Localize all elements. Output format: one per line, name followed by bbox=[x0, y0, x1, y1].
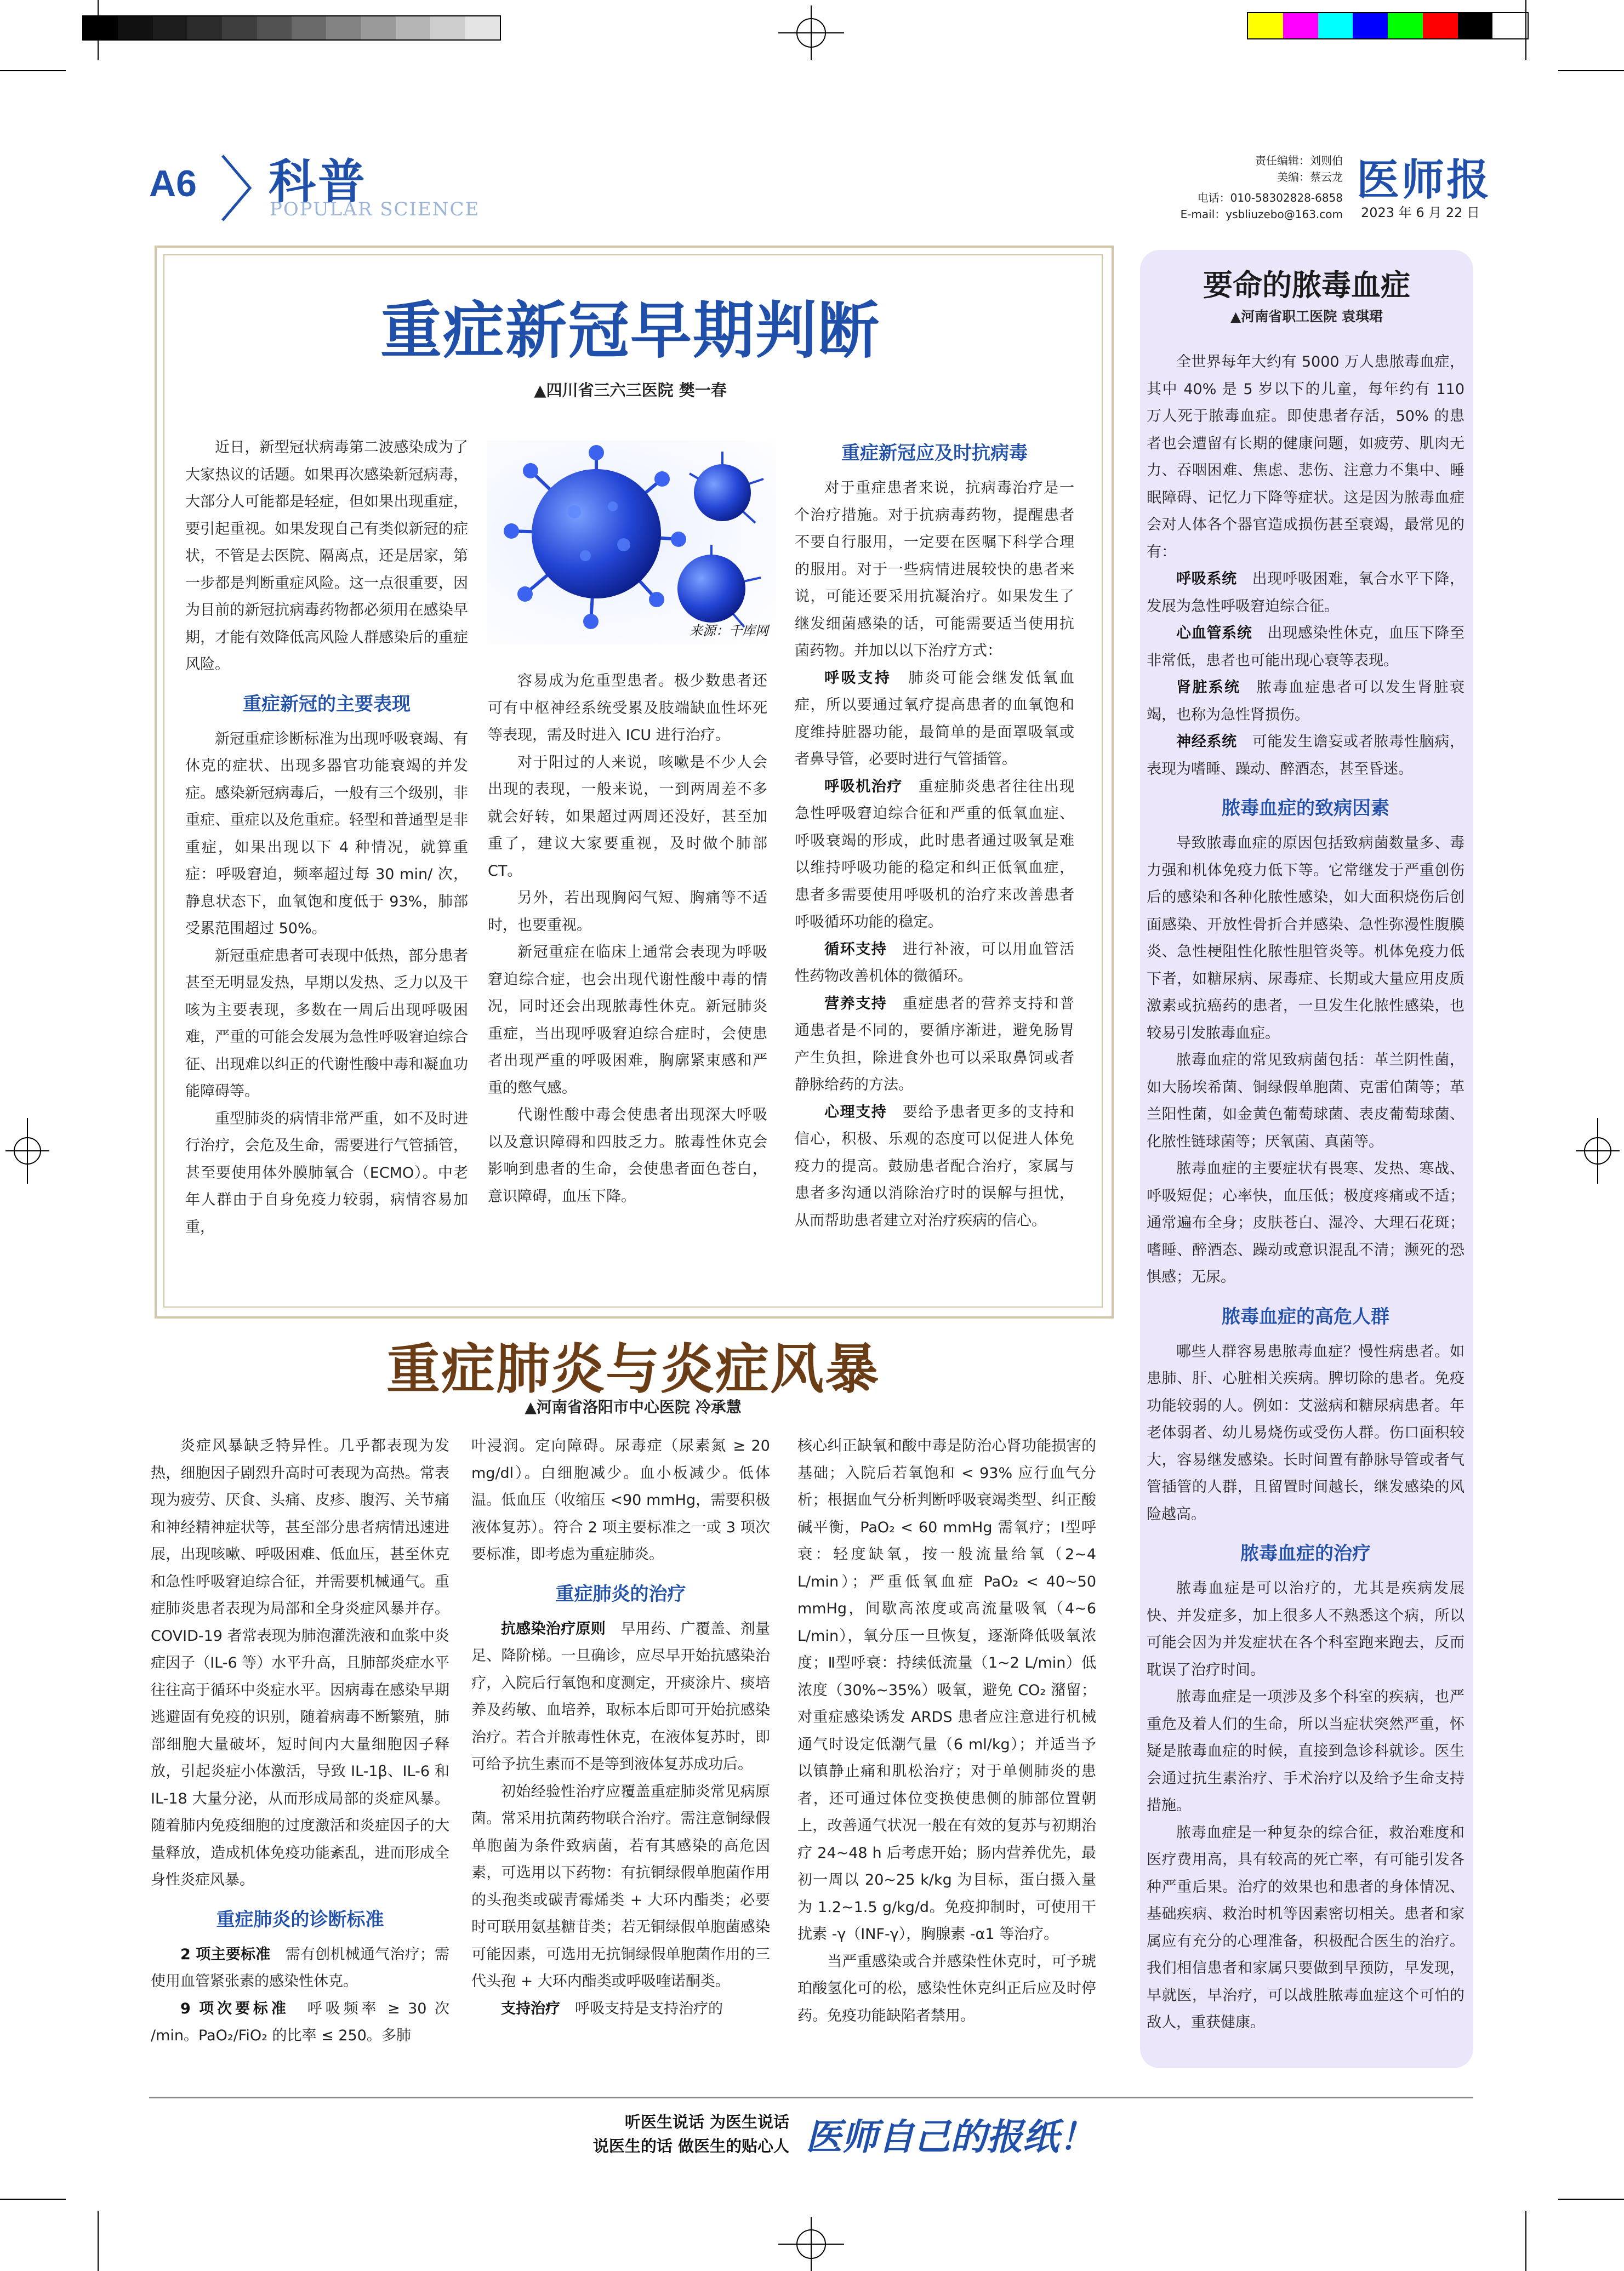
footer-rule bbox=[149, 2097, 1473, 2098]
crop-mark bbox=[98, 0, 99, 60]
keyword: 营养支持 bbox=[824, 995, 887, 1012]
sidebar-panel bbox=[1140, 250, 1473, 2068]
editor-name: 责任编辑：刘则伯 bbox=[1255, 154, 1343, 167]
keyword-paragraph bbox=[151, 1941, 449, 1995]
paragraph-text: 要给予患者更多的支持和信心，积极、乐观的态度可以促进人体免疫力的提高。鼓励患者配合治疗，家属与患者多沟通以消除治疗时的误解与担忧，从而帮助患者建立对治疗疾病的信心。 bbox=[795, 1103, 1075, 1229]
keyword-paragraph bbox=[1147, 620, 1465, 674]
keyword: 循环支持 bbox=[824, 940, 887, 958]
keyword-paragraph bbox=[471, 1995, 770, 2023]
article1-col2 bbox=[488, 667, 767, 1210]
keyword: 呼吸系统 bbox=[1176, 570, 1237, 587]
keyword-paragraph bbox=[795, 990, 1074, 1099]
paragraph-text: 脓毒血症患者可以发生肾脏衰竭，也称为急性肾损伤。 bbox=[1147, 679, 1465, 723]
keyword-paragraph bbox=[795, 936, 1074, 990]
keyword-paragraph bbox=[1147, 566, 1465, 620]
keyword-paragraph bbox=[151, 1995, 449, 2050]
footer-line1: 听医生说话 为医生说话 bbox=[624, 2113, 789, 2131]
paragraph: 另外，若出现胸闷气短、胸痛等不适时，也要重视。 bbox=[488, 889, 767, 934]
subheading: 脓毒血症的高危人群 bbox=[1222, 1305, 1389, 1328]
paragraph-text: 早用药、广覆盖、剂量足、降阶梯。一旦确诊，应尽早开始抗感染治疗，入院后行氧饱和度测定，开痰涂片、痰培养及药敏、血培养，取标本后即可开始抗感染治疗。若合并脓毒性休克，在液体复苏时，即可给予抗生素而不是等到液体复苏成功后。 bbox=[471, 1620, 771, 1773]
paragraph-text: 呼吸支持是支持治疗的 bbox=[560, 2000, 723, 2017]
paragraph: 代谢性酸中毒会使患者出现深大呼吸以及意识障碍和四肢乏力。脓毒性休克会影响到患者的生命，会使患者面色苍白，意识障碍，血压下降。 bbox=[488, 1106, 767, 1205]
registration-mark-top bbox=[778, 5, 844, 60]
subheading: 脓毒血症的致病因素 bbox=[1222, 797, 1389, 819]
paragraph-text: 重症患者的营养支持和普通患者是不同的，要循序渐进，避免肠胃产生负担，除进食外也可以采取鼻饲或者静脉给药的方法。 bbox=[795, 995, 1075, 1093]
footer-slogan: 医师自己的报纸！ bbox=[806, 2116, 1095, 2158]
grayscale-bar bbox=[82, 15, 501, 41]
registration-mark-bottom bbox=[778, 2217, 844, 2271]
image-credit: 来源：千库网 bbox=[690, 623, 768, 638]
paragraph: 炎症风暴缺乏特异性。几乎都表现为发热，细胞因子剧烈升高时可表现为高热。常表现为疲劳、厌食、头痛、皮疹、腹泻、关节痛和神经精神症状等，甚至部分患者病情迅速进展，出现咳嗽、呼吸困难、低血压，甚至休克和急性呼吸窘迫综合征，并需要机械通气。重症肺炎患者表现为局部和全身炎症风暴并存。COVID-19 者常表现为肺泡灌洗液和血浆中炎症因子（IL-6 等）水平升高，且肺部炎症水平往往高于循环中炎症水平。因病毒在感染早期逃避固有免疫的识别，随着病毒不断繁殖，肺部细胞大量破坏，短时间内大量细胞因子释放，引起炎症小体激活，导致 IL-1β、IL-6 和 IL-18 大量分泌，从而形成局部的炎症风暴。随着肺内免疫细胞的过度激活和炎症因子的大量释放，造成机体免疫功能紊乱，进而形成全身性炎症风暴。 bbox=[151, 1437, 449, 1888]
virus-illustration bbox=[487, 441, 776, 644]
subheading: 重症新冠的主要表现 bbox=[243, 693, 411, 715]
keyword: 心理支持 bbox=[824, 1103, 887, 1121]
subheading: 重症肺炎的治疗 bbox=[555, 1583, 686, 1605]
paragraph-text: 需有创机械通气治疗；需使用血管紧张素的感染性休克。 bbox=[151, 1945, 450, 1990]
section-subtitle: POPULAR SCIENCE bbox=[270, 198, 480, 220]
paragraph: 脓毒血症是可以治疗的，尤其是疾病发展快、并发症多，加上很多人不熟悉这个病，所以可能会因为并发症状在各个科室跑来跑去，反而耽误了治疗时间。 bbox=[1147, 1580, 1465, 1679]
article2-byline: ▲河南省洛阳市中心医院 冷承慧 bbox=[525, 1398, 742, 1416]
paragraph: 近日，新型冠状病毒第二波感染成为了大家热议的话题。如果再次感染新冠病毒，大部分人可能都是轻症，但如果出现重症，要引起重视。如果发现自己有类似新冠的症状，不管是去医院、隔离点，还是居家，第一步都是判断重症风险。这一点很重要，因为目前的新冠抗病毒药物都必须用在感染早期，才能有效降低高风险人群感染后的重症风险。 bbox=[185, 439, 468, 673]
page-number: A6 bbox=[149, 163, 197, 204]
sidebar-byline: ▲河南省职工医院 袁琪珺 bbox=[1230, 309, 1383, 324]
paragraph: 新冠重症患者可表现中低热，部分患者甚至无明显发热，早期以发热、乏力以及干咳为主要表现，多数在一周后出现呼吸困难，严重的可能会发展为急性呼吸窘迫综合征、出现难以纠正的代谢性酸中毒和凝血功能障碍等。 bbox=[185, 947, 468, 1100]
paper-logo: 医师报 bbox=[1357, 156, 1492, 205]
article1-col1 bbox=[185, 434, 468, 1241]
crop-mark bbox=[1558, 2199, 1624, 2200]
footer-line2: 说医生的话 做医生的贴心人 bbox=[592, 2137, 789, 2155]
article1-title: 重症新冠早期判断 bbox=[380, 295, 880, 367]
color-bar bbox=[1247, 12, 1529, 39]
paragraph: 导致脓毒血症的原因包括致病菌数量多、毒力强和机体免疫力低下等。它常继发于严重创伤后的感染和各种化脓性感染，如大面积烧伤后创面感染、开放性骨折合并感染、急性弥漫性腹膜炎、急性梗阻性化脓性胆管炎等。机体免疫力低下者，如糖尿病、尿毒症、长期或大量应用皮质激素或抗癌药的患者，一旦发生化脓性感染，也较易引发脓毒血症。 bbox=[1147, 835, 1465, 1042]
paragraph: 容易成为危重型患者。极少数患者还可有中枢神经系统受累及肢端缺血性坏死等表现，需及时进入 ICU 进行治疗。 bbox=[488, 672, 767, 744]
paragraph: 新冠重症诊断标准为出现呼吸衰竭、有休克的症状、出现多器官功能衰竭的并发症。感染新冠病毒后，一般有三个级别，非重症、重症以及危重症。轻型和普通型是非重症，如果出现以下 4 种情况，就算重症：呼吸窘迫，频率超过每 30 min/ 次，静息状态下，血氧饱和度低于 93%，肺部受累范围超过 50%。 bbox=[185, 730, 468, 937]
paragraph-text: 出现感染性休克，血压下降至非常低，患者也可能出现心衰等表现。 bbox=[1147, 625, 1465, 669]
art-editor: 美编：蔡云龙 bbox=[1277, 170, 1343, 184]
keyword-paragraph bbox=[795, 1099, 1074, 1235]
article2-col3 bbox=[797, 1433, 1096, 2029]
article2-col2 bbox=[471, 1433, 770, 2022]
article1-col3 bbox=[795, 427, 1074, 1234]
article2-title: 重症肺炎与炎症风暴 bbox=[386, 1338, 880, 1401]
keyword: 抗感染治疗原则 bbox=[501, 1620, 606, 1637]
paragraph-text: 可能发生谵妄或者脓毒性脑病，表现为嗜睡、躁动、醉酒态，甚至昏迷。 bbox=[1147, 733, 1465, 778]
paragraph: 全世界每年大约有 5000 万人患脓毒血症，其中 40% 是 5 岁以下的儿童，每年约有 110 万人死于脓毒血症。即使患者存活，50% 的患者也会遭留有长期的健康问题，如疲劳、肌肉无力、吞咽困难、焦虑、悲伤、注意力不集中、睡眠障碍、记忆力下降等症状。这是因为脓毒血症会对人体各个器官造成损伤甚至衰竭，最常见的有： bbox=[1147, 353, 1465, 561]
keyword-paragraph bbox=[1147, 674, 1465, 728]
sidebar-body bbox=[1147, 349, 1465, 2036]
paragraph: 初始经验性治疗应覆盖重症肺炎常见病原菌。常采用抗菌药物联合治疗。需注意铜绿假单胞菌为条件致病菌，若有其感染的高危因素，可选用以下药物：有抗铜绿假单胞菌作用的头孢类或碳青霉烯类 + 大环内酯类；必要时可联用氨基糖苷类；若无铜绿假单胞菌感染可能因素，可选用无抗铜绿假单胞菌作用的三代头孢 + 大环内酯类或呼吸喹诺酮类。 bbox=[471, 1783, 770, 1990]
crop-mark bbox=[1558, 70, 1624, 71]
paragraph: 重型肺炎的病情非常严重，如不及时进行治疗，会危及生命，需要进行气管插管，甚至要使用体外膜肺氧合（ECMO）。中老年人群由于自身免疫力较弱，病情容易加重， bbox=[185, 1110, 468, 1236]
registration-mark-left bbox=[5, 1118, 49, 1184]
subheading: 重症肺炎的诊断标准 bbox=[216, 1908, 384, 1931]
paragraph-text: 重症肺炎患者往往出现急性呼吸窘迫综合征和严重的低氧血症、呼吸衰竭的形成，此时患者通过吸氧是难以维持呼吸功能的稳定和纠正低氧血症，患者多需要使用呼吸机的治疗来改善患者呼吸循环功能的稳定。 bbox=[795, 778, 1074, 931]
paragraph: 脓毒血症是一种复杂的综合征，救治难度和医疗费用高，具有较高的死亡率，有可能引发各种严重后果。治疗的效果也和患者的身体情况、基础疾病、救治时机等因素密切相关。患者和家属应有充分的心理准备，积极配合医生的治疗。我们相信患者和家属只要做到早预防，早发现，早就医，早治疗，可以战胜脓毒血症这个可怕的敌人，重获健康。 bbox=[1147, 1824, 1465, 2031]
keyword: 呼吸支持 bbox=[824, 669, 892, 687]
paragraph: 哪些人群容易患脓毒血症？慢性病患者。如患肺、肝、心脏相关疾病。脾切除的患者。免疫功能较弱的人。例如：艾滋病和糖尿病患者。年老体弱者、幼儿易烧伤或受伤人群。伤口面积较大，容易继发感染。长时间置有静脉导管或者气管插管的人群，且留置时间越长，继发感染的风险越高。 bbox=[1147, 1343, 1465, 1523]
paragraph-text: 呼吸频率 ≥ 30 次 /min。PaO₂/FiO₂ 的比率 ≤ 250。多肺 bbox=[151, 2000, 449, 2044]
phone: 电话：010-58302828-6858 bbox=[1197, 191, 1343, 204]
crop-mark bbox=[0, 70, 66, 71]
email: E-mail：ysbliuzebo@163.com bbox=[1180, 208, 1343, 221]
paragraph: 核心纠正缺氧和酸中毒是防治心肾功能损害的基础；入院后若氧饱和 < 93% 应行血气分析；根据血气分析判断呼吸衰竭类型、纠正酸碱平衡，PaO₂ < 60 mmHg 需氧疗；Ⅰ型呼衰：轻度缺氧，按一般流量给氧（2~4 L/min）；严重低氧血症 PaO₂ < 40~50 mmHg，间歇高浓度或高流量吸氧（4~6 L/min），氧分压一旦恢复，逐渐降低吸氧浓度；Ⅱ型呼衰：持续低流量（1~2 L/min）低浓度（30%~35%）吸氧，避免 CO₂ 潴留；对重症感染诱发 ARDS 患者应注意进行机械通气时设定低潮气量（6 ml/kg）；并适当予以镇静止痛和肌松治疗；对于单侧肺炎的患者，还可通过体位变换使患侧的肺部位置朝上，改善通气状况一般在有效的复苏与初期治疗 24~48 h 后考虑开始；肠内营养优先，最初一周以 20~25 k/kg 为目标，蛋白摄入量为 1.2~1.5 g/kg/d。免疫抑制时，可使用干扰素 -γ（INF-γ），胸腺素 -α1 等治疗。 bbox=[797, 1437, 1096, 1943]
chevron-right-icon bbox=[218, 152, 257, 224]
subheading: 重症新冠应及时抗病毒 bbox=[841, 442, 1028, 464]
paragraph-text: 肺炎可能会继发低氧血症，所以要通过氧疗提高患者的血氧饱和度维持脏器功能，最简单的是面罩吸氧或者鼻导管，必要时进行气管插管。 bbox=[795, 669, 1075, 768]
paragraph: 对于重症患者来说，抗病毒治疗是一个治疗措施。对于抗病毒药物，提醒患者不要自行服用，一定要在医嘱下科学合理的服用。对于一些病情进展较快的患者来说，可能还要采用抗凝治疗。如果发生了继发细菌感染的话，可能需要适当使用抗菌药物。并加以以下治疗方式： bbox=[795, 480, 1074, 659]
paragraph-text: 进行补液，可以用血管活性药物改善机体的微循环。 bbox=[795, 940, 1075, 985]
keyword-paragraph bbox=[795, 665, 1074, 773]
issue-date: 2023 年 6 月 22 日 bbox=[1361, 205, 1480, 220]
footer-tagline bbox=[548, 2110, 789, 2158]
keyword: 神经系统 bbox=[1176, 733, 1237, 750]
article2-col1 bbox=[151, 1433, 449, 2050]
subheading: 脓毒血症的治疗 bbox=[1240, 1543, 1371, 1565]
paragraph: 新冠重症在临床上通常会表现为呼吸窘迫综合症，也会出现代谢性酸中毒的情况，同时还会出现脓毒性休克。新冠肺炎重症，当出现呼吸窘迫综合症时，会使患者出现严重的呼吸困难，胸廓紧束感和严重的憋气感。 bbox=[488, 944, 767, 1097]
paragraph: 当严重感染或合并感染性休克时，可予琥珀酸氢化可的松，感染性休克纠正后应及时停药。免疫功能缺陷者禁用。 bbox=[797, 1953, 1096, 2024]
keyword-paragraph bbox=[471, 1616, 770, 1778]
crop-mark bbox=[1525, 0, 1526, 60]
paragraph: 叶浸润。定向障碍。尿毒症（尿素氮 ≥ 20 mg/dl）。白细胞减少。血小板减少。低体温。低血压（收缩压 <90 mmHg，需要积极液体复苏）。符合 2 项主要标准之一或 3 项次要标准，即考虑为重症肺炎。 bbox=[471, 1437, 770, 1563]
keyword-paragraph bbox=[1147, 728, 1465, 783]
keyword: 9 项次要标准 bbox=[180, 2000, 289, 2017]
editor-info bbox=[1178, 152, 1343, 222]
section-title: 科普 bbox=[269, 155, 367, 209]
keyword-paragraph bbox=[795, 773, 1074, 936]
keyword: 心血管系统 bbox=[1176, 625, 1252, 642]
virus-image bbox=[487, 441, 776, 644]
registration-mark-right bbox=[1576, 1118, 1620, 1184]
keyword: 2 项主要标准 bbox=[180, 1945, 271, 1963]
keyword: 肾脏系统 bbox=[1176, 679, 1241, 696]
article1-byline: ▲四川省三六三医院 樊一春 bbox=[534, 381, 727, 400]
crop-mark bbox=[1525, 2211, 1526, 2271]
paragraph: 脓毒血症是一项涉及多个科室的疾病，也严重危及着人们的生命，所以当症状突然严重，怀疑是脓毒血症的时候，直接到急诊科就诊。医生会通过抗生素治疗、手术治疗以及给予生命支持措施。 bbox=[1147, 1688, 1465, 1814]
crop-mark bbox=[0, 2199, 66, 2200]
keyword: 支持治疗 bbox=[501, 2000, 560, 2017]
paragraph-text: 出现呼吸困难，氧合水平下降，发展为急性呼吸窘迫综合征。 bbox=[1147, 570, 1465, 615]
paragraph: 对于阳过的人来说，咳嗽是不少人会出现的表现，一般来说，一到两周差不多就会好转，如果超过两周还没好，甚至加重了，建议大家要重视，及时做个肺部 CT。 bbox=[488, 754, 767, 880]
sidebar-title: 要命的脓毒血症 bbox=[1203, 268, 1410, 303]
paragraph: 脓毒血症的常见致病菌包括：革兰阴性菌，如大肠埃希菌、铜绿假单胞菌、克雷伯菌等；革兰阳性菌，如金黄色葡萄球菌、表皮葡萄球菌、化脓性链球菌等；厌氧菌、真菌等。 bbox=[1147, 1052, 1465, 1150]
keyword: 呼吸机治疗 bbox=[824, 778, 903, 795]
paragraph: 脓毒血症的主要症状有畏寒、发热、寒战、呼吸短促；心率快，血压低；极度疼痛或不适；通常遍布全身；皮肤苍白、湿冷、大理石花斑；嗜睡、醉酒态、躁动或意识混乱不清；濒死的恐惧感；无尿。 bbox=[1147, 1160, 1465, 1286]
crop-mark bbox=[98, 2211, 99, 2271]
